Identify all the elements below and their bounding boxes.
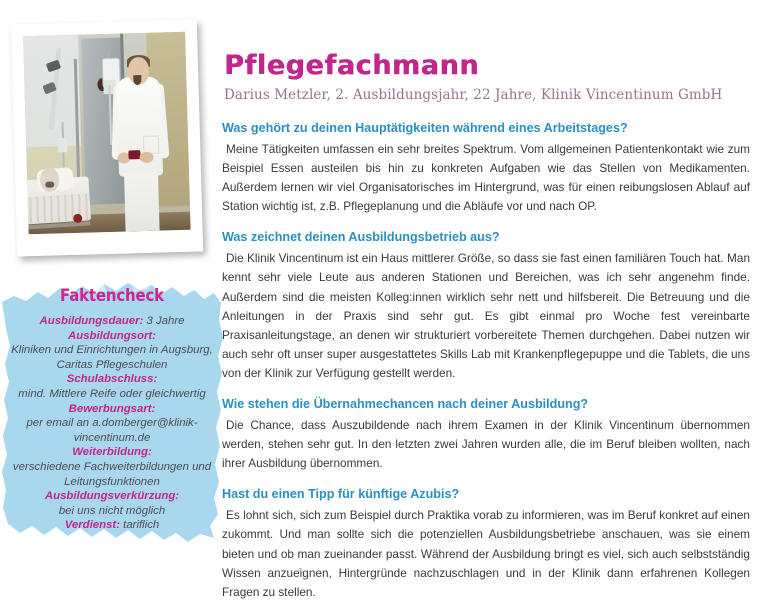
profile-content	[222, 52, 750, 615]
faktencheck-content	[0, 276, 224, 533]
qa-answer: Die Chance, dass Auszubildende nach ihrem Examen in der Klinik Vincentinum übernommen werden, stehen sehr gut. In den letzten zwei Jahren wurden alle, die im Beruf bleiben wollten, nach ihrer Ausbildung übernommen.	[222, 418, 750, 471]
page-title: Pflegefachmann	[224, 50, 480, 81]
faktencheck-entry-label: Ausbildungsort:	[68, 329, 156, 342]
qa-block	[222, 120, 750, 216]
faktencheck-entry-value: mind. Mittlere Reife oder gleichwertig	[18, 387, 206, 400]
faktencheck-entry-value: verschiedene Fachweiterbildungen und Leitungsfunktionen	[12, 460, 212, 488]
qa-block	[222, 396, 750, 473]
qa-answer: Es lohnt sich, sich zum Beispiel durch Praktika vorab zu informieren, was im Beruf konkret auf einen zukommt. Und man sollte sich die potenziellen Ausbildungsbetriebe anschauen, was sie einem bieten und ob man zueinander passt. Während der Ausbildung bringt es viel, sich auch selbstständig Wissen anzueignen, Hintergründe nachzuschlagen und in der Klinik dann erfahrenen Kollegen Fragen zu stellen.	[222, 508, 750, 599]
qa-question: Wie stehen die Übernahmechancen nach deiner Ausbildung?	[222, 397, 589, 412]
qa-question: Was zeichnet deinen Ausbildungsbetrieb aus?	[222, 230, 500, 245]
qa-block	[222, 486, 750, 602]
faktencheck-entry-value: tariflich	[120, 519, 160, 532]
faktencheck-entry-value: 3 Jahre	[143, 315, 185, 327]
faktencheck-entry-label: Verdienst:	[64, 519, 121, 532]
photo-rail-box	[58, 138, 67, 152]
qa-answer: Meine Tätigkeiten umfassen ein sehr breites Spektrum. Vom allgemeinen Patientenkontakt wie zum Beispiel Essen austeilen bis hin zu konkreten Aufgaben wie das Stellen von Medikamenten. Außerdem lernen wir viel Organisatorisches im Hintergrund, was für einen reibungslosen Ablauf auf Station wichtig ist, z.B. Pflegeplanung und die Abläufe vor und nach OP.	[222, 141, 750, 214]
faktencheck-entry-label: Ausbildungsdauer:	[39, 315, 144, 327]
qa-list	[222, 120, 750, 602]
faktencheck-entry	[0, 518, 224, 533]
polaroid-photo-frame	[11, 19, 203, 256]
qa-question: Was gehört zu deinen Hauptätigkeiten während eines Arbeitstages?	[222, 120, 628, 135]
faktencheck-entry-value: bei uns nicht möglich	[58, 504, 166, 517]
photo-mannequin-head	[40, 168, 60, 193]
photo-nurse-trousers	[124, 171, 160, 231]
qa-question: Hast du einen Tipp für künftige Azubis?	[222, 487, 460, 502]
azubi-portrait-photo	[23, 32, 190, 234]
qa-answer: Die Klinik Vincentinum ist ein Haus mittlerer Größe, so dass sie fast einen familiären Touch hat. Man kennt sehr viele Leute aus anderen Stationen und Bereichen, was ich sehr angenehm finde. Außerdem sind die meisten Kolleg:innen wirklich sehr nett und hilfsbereit. Die Betreuung und die Anleitungen in der Praxis sind sehr gut. Es gibt einmal pro Woche fest vereinbarte Praxisanleitungstage, an denen wir strukturiert vorbereitete Themen durchgehen. Dabei nutzen wir auch sehr oft unser super ausgestattetes Skills Lab mit Krankenpflegepuppe und die Tablets, die uns von der Klinik zur Verfügung gestellt werden.	[222, 251, 750, 380]
photo-nurse-held-item	[128, 150, 140, 159]
person-subtitle: Darius Metzler, 2. Ausbildungsjahr, 22 Jahre, Klinik Vincentinum GmbH	[224, 87, 723, 103]
faktencheck-entry-label: Bewerbungsart:	[68, 402, 156, 415]
faktencheck-entry	[0, 314, 224, 329]
faktencheck-list	[0, 314, 224, 533]
qa-block	[222, 229, 750, 383]
faktencheck-box	[0, 276, 224, 544]
faktencheck-entry-value: Kliniken und Einrichtungen in Augsburg, Caritas Pflegeschulen	[11, 344, 213, 371]
faktencheck-entry-label: Weiterbildung:	[72, 446, 152, 459]
faktencheck-entry-value: per email an a.domberger@klinik-vincentinum.de	[26, 417, 198, 444]
faktencheck-entry-label: Schulabschluss:	[66, 373, 158, 386]
faktencheck-title: Faktencheck	[60, 286, 164, 306]
faktencheck-entry-label: Ausbildungsverkürzung:	[44, 490, 180, 503]
